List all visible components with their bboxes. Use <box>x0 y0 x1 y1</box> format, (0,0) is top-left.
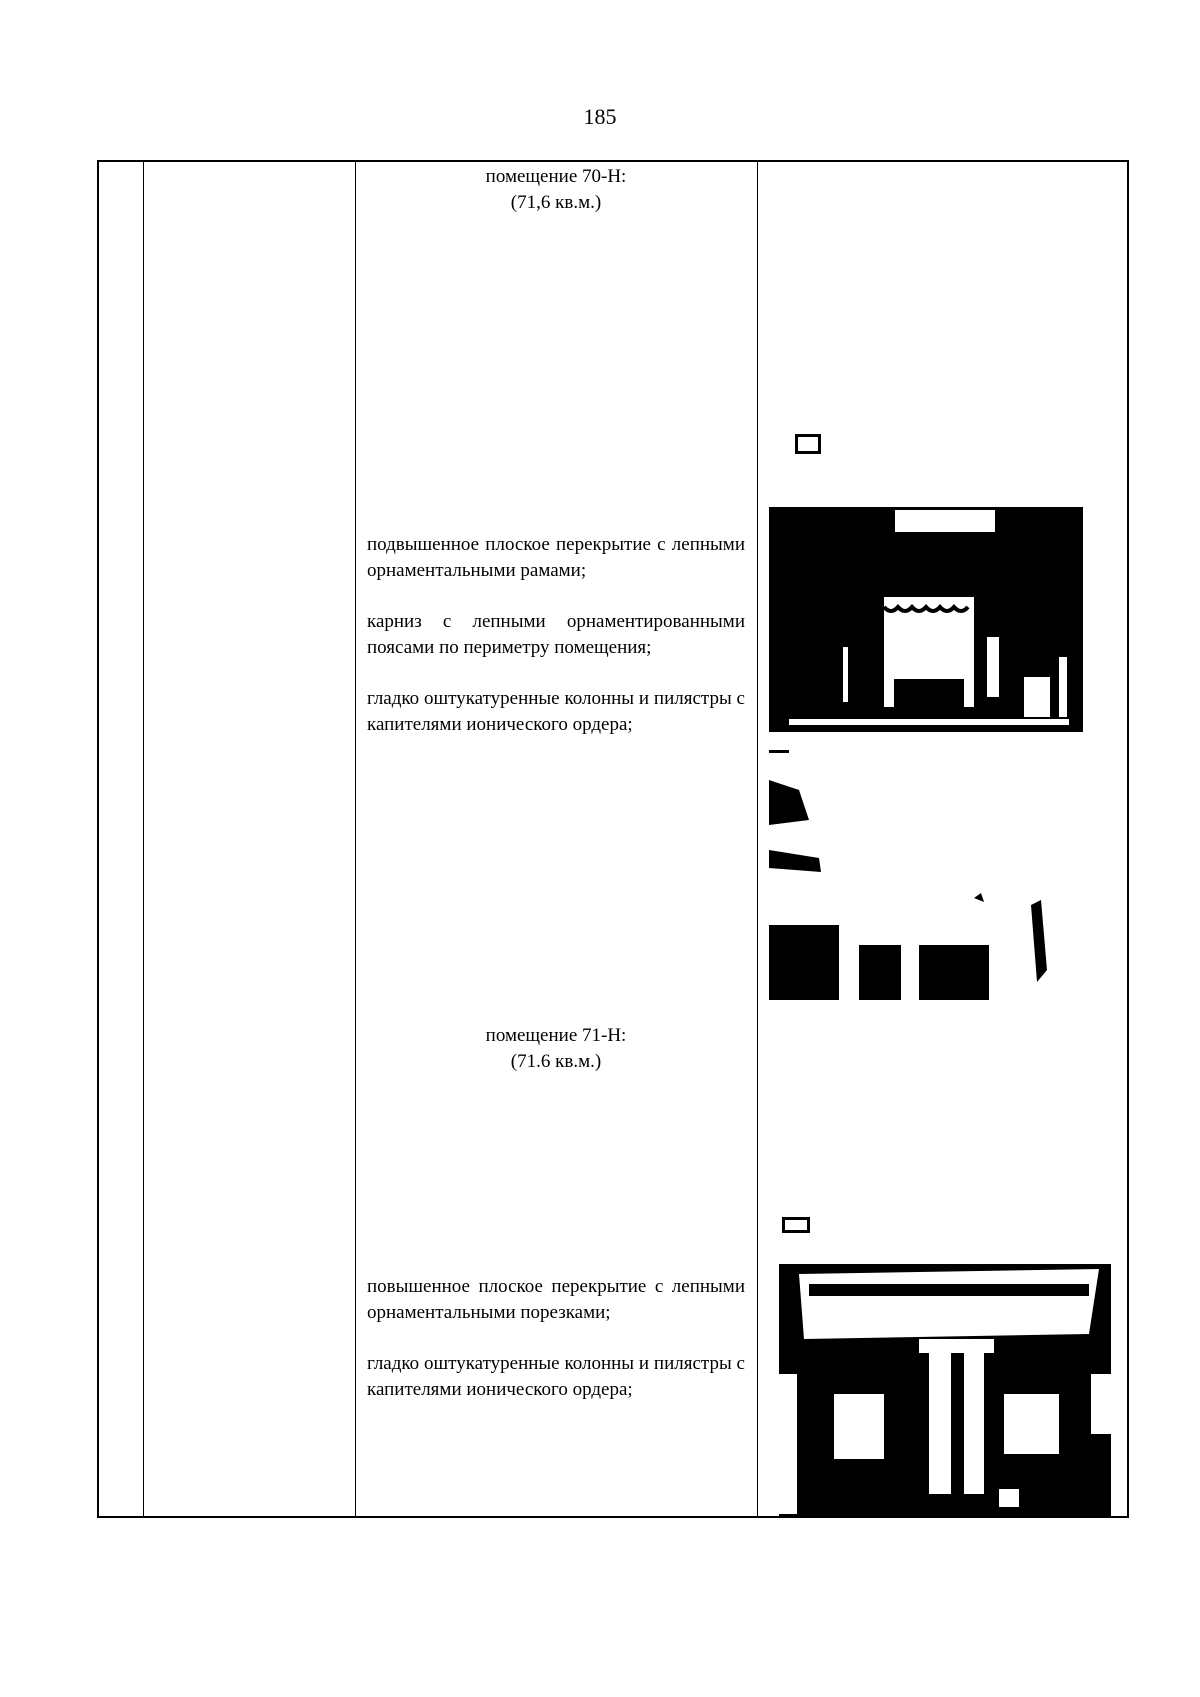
column-divider-1 <box>143 162 144 1516</box>
section-71n-title: помещение 71-Н: <box>485 1025 627 1046</box>
section-70n-items <box>367 532 745 763</box>
column-divider-3 <box>757 162 758 1516</box>
section-70n-title: помещение 70-Н: <box>485 166 627 187</box>
section-71n-heading <box>357 1023 755 1075</box>
photo-marker-icon <box>795 434 821 454</box>
section-71n-item-2: гладко оштукатуренные колонны и пилястры с капителями ионического ордера; <box>367 1353 745 1400</box>
page-number: 185 <box>583 104 617 129</box>
document-table <box>97 160 1129 1518</box>
interior-photo-2 <box>769 750 1069 1000</box>
column-divider-2 <box>355 162 356 1516</box>
section-70n-area: (71,6 кв.м.) <box>510 192 602 213</box>
interior-photo-1 <box>769 507 1083 732</box>
section-70n-item-1: подвышенное плоское перекрытие с лепными орнаментальными рамами; <box>367 534 745 581</box>
section-70n-item-3: гладко оштукатуренные колонны и пилястры с капителями ионического ордера; <box>367 688 745 735</box>
section-71n-item-1: повышенное плоское перекрытие с лепными орнаментальными порезками; <box>367 1276 745 1323</box>
section-71n-area: (71.6 кв.м.) <box>510 1051 602 1072</box>
section-70n-heading <box>357 164 755 216</box>
interior-photo-3 <box>779 1264 1111 1516</box>
section-71n-items <box>367 1274 745 1428</box>
section-70n-item-2: карниз с лепными орнаментированными поясами по периметру помещения; <box>367 611 745 658</box>
photo-marker-icon <box>782 1217 810 1233</box>
